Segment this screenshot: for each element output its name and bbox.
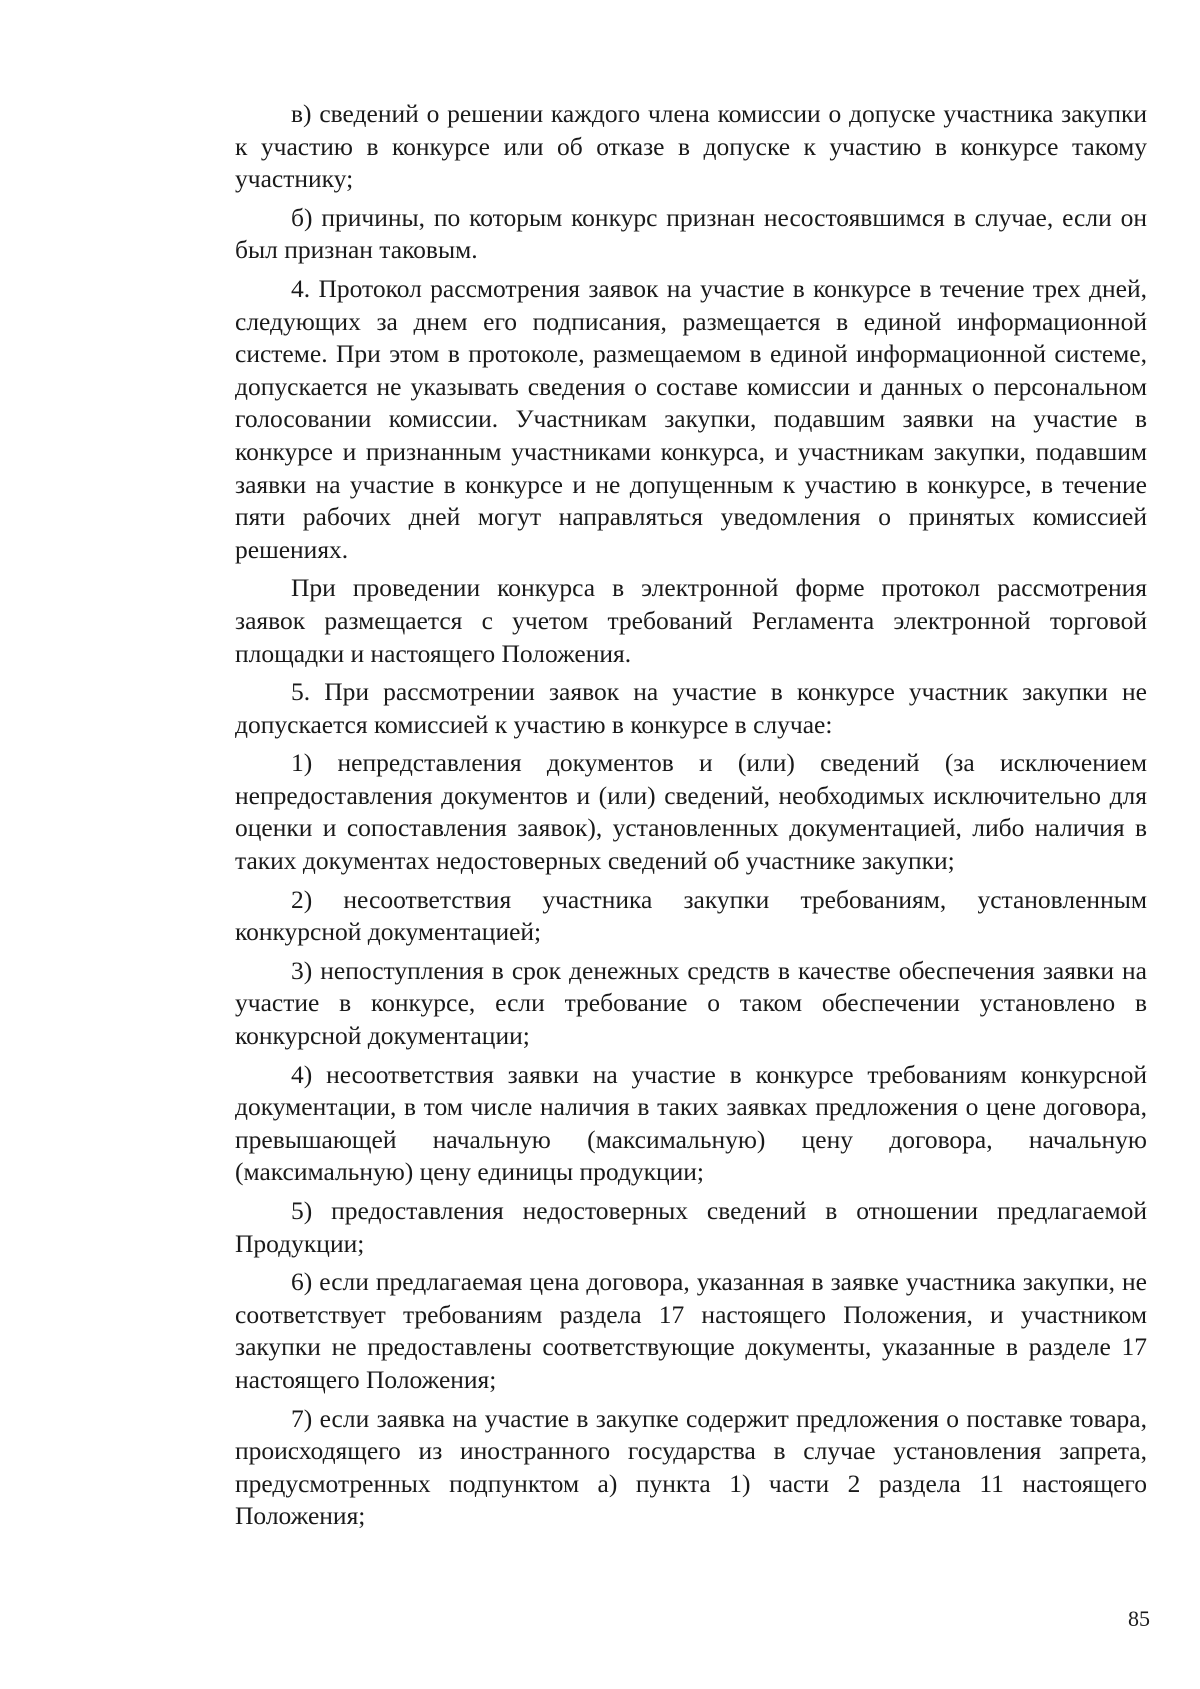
paragraph: 7) если заявка на участие в закупке содержит предложения о поставке товара, происходящего из иностранного государства в случае установления запрета, предусмотренных подпунктом а) пункта 1) части 2 раздела 11 настоящего Положения; [235,1403,1147,1531]
paragraph: При проведении конкурса в электронной форме протокол рассмотрения заявок размещается с учетом требований Регламента электронной торговой площадки и настоящего Положения. [235,573,1147,668]
paragraph: 4. Протокол рассмотрения заявок на участие в конкурсе в течение трех дней, следующих за днем его подписания, размещается в единой информационной системе. При этом в протоколе, размещаемом в единой информационной системе, допускается не указывать сведения о составе комиссии и данных о персональном голосовании комиссии. Участникам закупки, подавшим заявки на участие в конкурсе и признанным участниками конкурса, и участникам закупки, подавшим заявки на участие в конкурсе и не допущенным к участию в конкурсе, в течение пяти рабочих дней могут направляться уведомления о принятых комиссией решениях. [235,273,1147,564]
paragraph: 5) предоставления недостоверных сведений в отношении предлагаемой Продукции; [235,1196,1147,1258]
page-number: 85 [1128,1606,1150,1631]
paragraph: б) причины, по которым конкурс признан несостоявшимся в случае, если он был признан таковым. [235,202,1147,265]
paragraph: 2) несоответствия участника закупки требованиям, установленным конкурсной документацией; [235,884,1147,947]
paragraph: 4) несоответствия заявки на участие в конкурсе требованиям конкурсной документации, в том числе наличия в таких заявках предложения о цене договора, превышающей начальную (максимальную) цену договора, начальную (максимальную) цену единицы продукции; [235,1059,1147,1187]
paragraph: 1) непредставления документов и (или) сведений (за исключением непредоставления документов и (или) сведений, необходимых исключительно для оценки и сопоставления заявок), установленных документацией, либо наличия в таких документах недостоверных сведений об участнике закупки; [235,748,1147,876]
paragraph: 3) непоступления в срок денежных средств в качестве обеспечения заявки на участие в конкурсе, если требование о таком обеспечении установлено в конкурсной документации; [235,955,1147,1051]
paragraph: в) сведений о решении каждого члена комиссии о допуске участника закупки к участию в конкурсе или об отказе в допуске к участию в конкурсе такому участнику; [235,99,1147,194]
paragraph: 5. При рассмотрении заявок на участие в конкурсе участник закупки не допускается комиссией к участию в конкурсе в случае: [235,677,1147,739]
paragraph: 6) если предлагаемая цена договора, указанная в заявке участника закупки, не соответствует требованиям раздела 17 настоящего Положения, и участником закупки не предоставлены соответствующие документы, указанные в разделе 17 настоящего Положения; [235,1267,1147,1394]
document-body [235,98,1147,1539]
